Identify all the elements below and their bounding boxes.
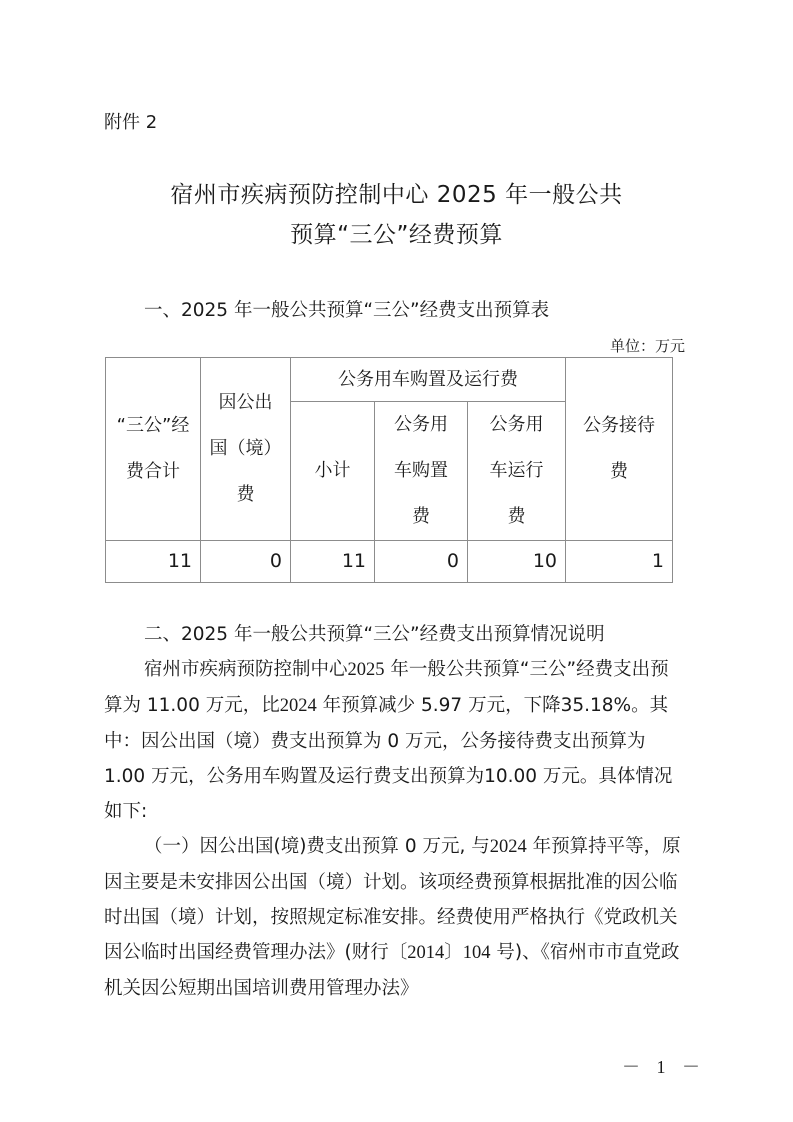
header-subtotal: 小计 (291, 402, 375, 541)
table-row (106, 541, 673, 583)
value-vehicle-purchase: 0 (375, 541, 468, 583)
header-vehicle-purchase-line2: 车购置 (394, 460, 448, 481)
body-text (104, 652, 684, 1006)
document-title-line1: 宿州市疾病预防控制中心 2025 年一般公共 (170, 182, 623, 208)
header-total-line2: 费合计 (126, 461, 180, 482)
header-total-line1: “三公”经 (116, 415, 190, 436)
header-abroad-line1: 因公出 (218, 392, 273, 413)
header-vehicle-purchase-line1: 公务用 (394, 414, 448, 435)
para2-text-b: 年预算持平等，原因主要是未安排因公出国（境）计划。该项经费预算根据批准的因公临时出国（境）计划，按照规定标准安排。经费使用严格执行《党政机关因公临时出国经费管理办法》(财行 (104, 836, 681, 963)
header-vehicle-operation-line2: 车运行 (489, 460, 544, 481)
para2-year-2024: 2024 (489, 837, 527, 857)
para1-text-b: 年一般公共预算“三公”经费支出预算为 11.00 万元，比 (104, 659, 669, 716)
header-vehicle-operation (468, 402, 566, 541)
para1-text-a: 宿州市疾病预防控制中心 (144, 659, 348, 680)
header-reception-line2: 费 (610, 461, 628, 482)
header-vehicle-purchase (375, 402, 468, 541)
header-vehicle-group: 公务用车购置及运行费 (291, 358, 566, 402)
value-total: 11 (106, 541, 201, 583)
unit-label: 单位：万元 (609, 337, 685, 355)
header-total (106, 358, 201, 541)
paragraph-abroad (104, 829, 684, 1006)
budget-table (105, 357, 673, 583)
header-abroad (201, 358, 291, 541)
header-vehicle-operation-line3: 费 (507, 506, 526, 527)
header-abroad-line3: 费 (236, 484, 255, 505)
header-vehicle-purchase-line3: 费 (412, 506, 430, 527)
para1-year-2024: 2024 (279, 696, 317, 716)
para2-text-a: （一）因公出国(境)费支出预算 0 万元, 与 (144, 836, 490, 857)
para2-text-c: 号)、《宿州市市直党政机关因公短期出国培训费用管理办法》 (104, 942, 680, 999)
value-abroad: 0 (201, 541, 291, 583)
para1-text-c: 年预算减少 5.97 万元，下降35.18%。其中：因公出国（境）费支出预算为 0 万元，公务接待费支出预算为 1.00 万元，公务用车购置及运行费支出预算为10.00 万元。具体情况如下: (104, 695, 673, 822)
attachment-label: 附件 2 (104, 112, 158, 133)
header-reception-line1: 公务接待 (583, 415, 655, 436)
section2-heading: 二、2025 年一般公共预算“三公”经费支出预算情况说明 (144, 624, 605, 645)
paragraph-summary (104, 652, 684, 829)
page-number: － 1 － (622, 1057, 706, 1077)
document-title-line2: 预算“三公”经费预算 (290, 222, 503, 248)
para2-doc-ref: 〔2014〕104 (388, 943, 491, 963)
header-abroad-line2: 国（境） (209, 438, 282, 459)
value-reception: 1 (566, 541, 673, 583)
value-subtotal: 11 (291, 541, 375, 583)
section1-heading: 一、2025 年一般公共预算“三公”经费支出预算表 (144, 300, 550, 321)
header-reception (566, 358, 673, 541)
value-vehicle-operation: 10 (468, 541, 566, 583)
para1-year-2025: 2025 (347, 660, 385, 680)
table-header-row-1 (106, 358, 673, 402)
header-vehicle-operation-line1: 公务用 (489, 414, 544, 435)
